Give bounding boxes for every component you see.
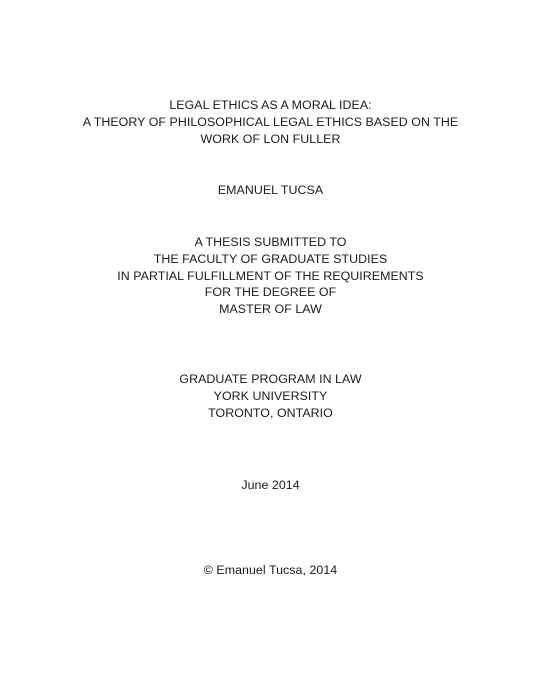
thesis-title-line-1: LEGAL ETHICS AS A MORAL IDEA: (169, 98, 372, 112)
submission-date (0, 477, 541, 494)
submission-statement (0, 234, 541, 318)
submission-line-3: IN PARTIAL FULFILLMENT OF THE REQUIREMENTS (117, 268, 424, 283)
copyright-notice (0, 562, 541, 579)
submission-line-2: THE FACULTY OF GRADUATE STUDIES (153, 251, 388, 266)
thesis-title-line-3: WORK OF LON FULLER (200, 131, 341, 146)
program-name: GRADUATE PROGRAM IN LAW (179, 372, 362, 386)
program-affiliation (0, 371, 541, 421)
copyright-text: © Emanuel Tucsa, 2014 (203, 563, 338, 577)
university-name: YORK UNIVERSITY (213, 388, 328, 403)
submission-line-1: A THESIS SUBMITTED TO (194, 235, 347, 249)
author-name (0, 182, 541, 199)
location: TORONTO, ONTARIO (208, 405, 333, 420)
submission-date-text: June 2014 (241, 478, 300, 492)
submission-line-5: MASTER OF LAW (219, 302, 322, 317)
submission-line-4: FOR THE DEGREE OF (204, 285, 337, 300)
author-name-text: EMANUEL TUCSA (217, 183, 324, 197)
thesis-title (0, 97, 541, 147)
thesis-title-line-2: A THEORY OF PHILOSOPHICAL LEGAL ETHICS BASED ON THE (82, 114, 459, 129)
